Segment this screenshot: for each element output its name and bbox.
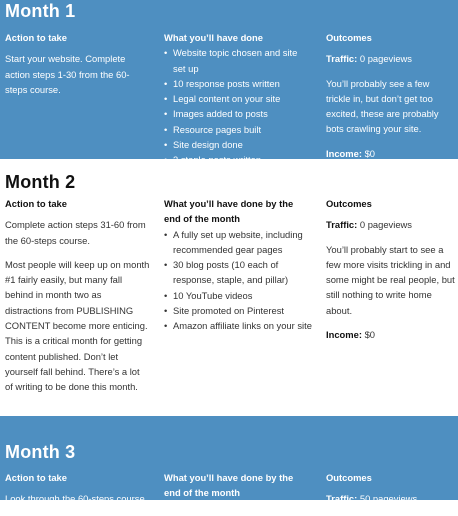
month-2-done-item: • 10 YouTube videos [173, 288, 312, 303]
month-2-outcomes-column [326, 196, 456, 351]
month-1-outcomes-column [326, 30, 456, 170]
month-1-action-column [5, 30, 150, 106]
month-2-action-text: Most people will keep up on month #1 fairly easily, but many fall behind in month two as distractions from PUBLISHING CONTENT become more enticing. This is a critical month for getting content published. Don’t let yourself fall behind. There’s a lot of writing to be done this month. [5, 258, 150, 393]
month-2-done-item: • A fully set up website, including recommended gear pages [173, 227, 312, 258]
month-3-title: Month 3 [5, 442, 76, 462]
month-3-done-heading: What you’ll have done by the end of the month [164, 472, 294, 499]
month-1-done-item: • Images added to posts [173, 106, 312, 121]
month-1-traffic [326, 51, 456, 66]
month-3-action-column [5, 470, 150, 516]
month-1-action-heading: Action to take [5, 32, 67, 43]
month-3-traffic-value: 50 pageviews [359, 493, 418, 505]
month-3-traffic [326, 491, 456, 506]
month-2-income-label: Income: [326, 329, 362, 341]
month-2-outcome-note: You’ll probably start to see a few more visits trickling in and some might be real people, but still nothing to write home about. [326, 243, 455, 316]
month-2-title: Month 2 [5, 172, 76, 192]
month-2-done-column [164, 196, 312, 334]
month-1-section [0, 0, 458, 159]
month-3-traffic-label: Traffic: [326, 493, 358, 505]
month-1-traffic-label: Traffic: [326, 53, 358, 65]
month-1-traffic-value: 0 pageviews [359, 53, 412, 65]
month-2-done-item: • 30 blog posts (10 each of response, staple, and pillar) [173, 257, 312, 288]
month-2-outcomes-heading: Outcomes [326, 198, 372, 209]
month-1-action-text: Start your website. Complete action steps 1-30 from the 60-steps course. [5, 53, 130, 95]
month-1-done-column [164, 30, 312, 168]
month-2-done-list [164, 227, 312, 334]
month-2-income-value: $0 [364, 329, 375, 341]
month-1-done-item: • 10 response posts written [173, 76, 312, 91]
month-1-done-item: • Legal content on your site [173, 91, 312, 106]
month-1-outcomes-heading: Outcomes [326, 32, 372, 43]
month-3-done-item: • A complete seed of a website [173, 501, 312, 516]
month-2-action-heading: Action to take [5, 198, 67, 209]
month-2-traffic-value: 0 pageviews [359, 219, 412, 231]
month-3-action-heading: Action to take [5, 472, 67, 483]
month-1-done-item: • Website topic chosen and site set up [173, 45, 312, 76]
month-2-done-item: • Site promoted on Pinterest [173, 303, 312, 318]
month-3-section [0, 416, 458, 514]
month-1-outcome-note: You’ll probably see a few trickle in, but don’t get too excited, these are probably bots crawling your site. [326, 77, 439, 135]
month-3-done-column [164, 470, 312, 516]
month-2-traffic-label: Traffic: [326, 219, 358, 231]
month-1-income-value: $0 [364, 147, 375, 159]
month-1-done-heading: What you’ll have done [164, 32, 263, 43]
month-1-done-item: • Resource pages built [173, 122, 312, 137]
month-2-done-item: • Amazon affiliate links on your site [173, 318, 312, 333]
month-2-done-heading: What you’ll have done by the end of the month [164, 198, 294, 225]
month-1-done-list [164, 45, 312, 167]
month-2-income [326, 327, 456, 342]
month-3-action-text: Look through the 60-steps course. [5, 493, 148, 505]
month-1-title: Month 1 [5, 1, 76, 21]
month-2-traffic [326, 217, 456, 232]
month-1-done-item: • Site design done [173, 137, 312, 152]
month-1-income-label: Income: [326, 147, 362, 159]
month-3-done-list [164, 501, 312, 516]
month-2-action-text: Complete action steps 31-60 from the 60-steps course. [5, 219, 146, 246]
month-2-section [0, 159, 458, 416]
month-3-outcomes-column [326, 470, 456, 516]
month-2-action-column [5, 196, 150, 404]
month-3-outcomes-heading: Outcomes [326, 472, 372, 483]
